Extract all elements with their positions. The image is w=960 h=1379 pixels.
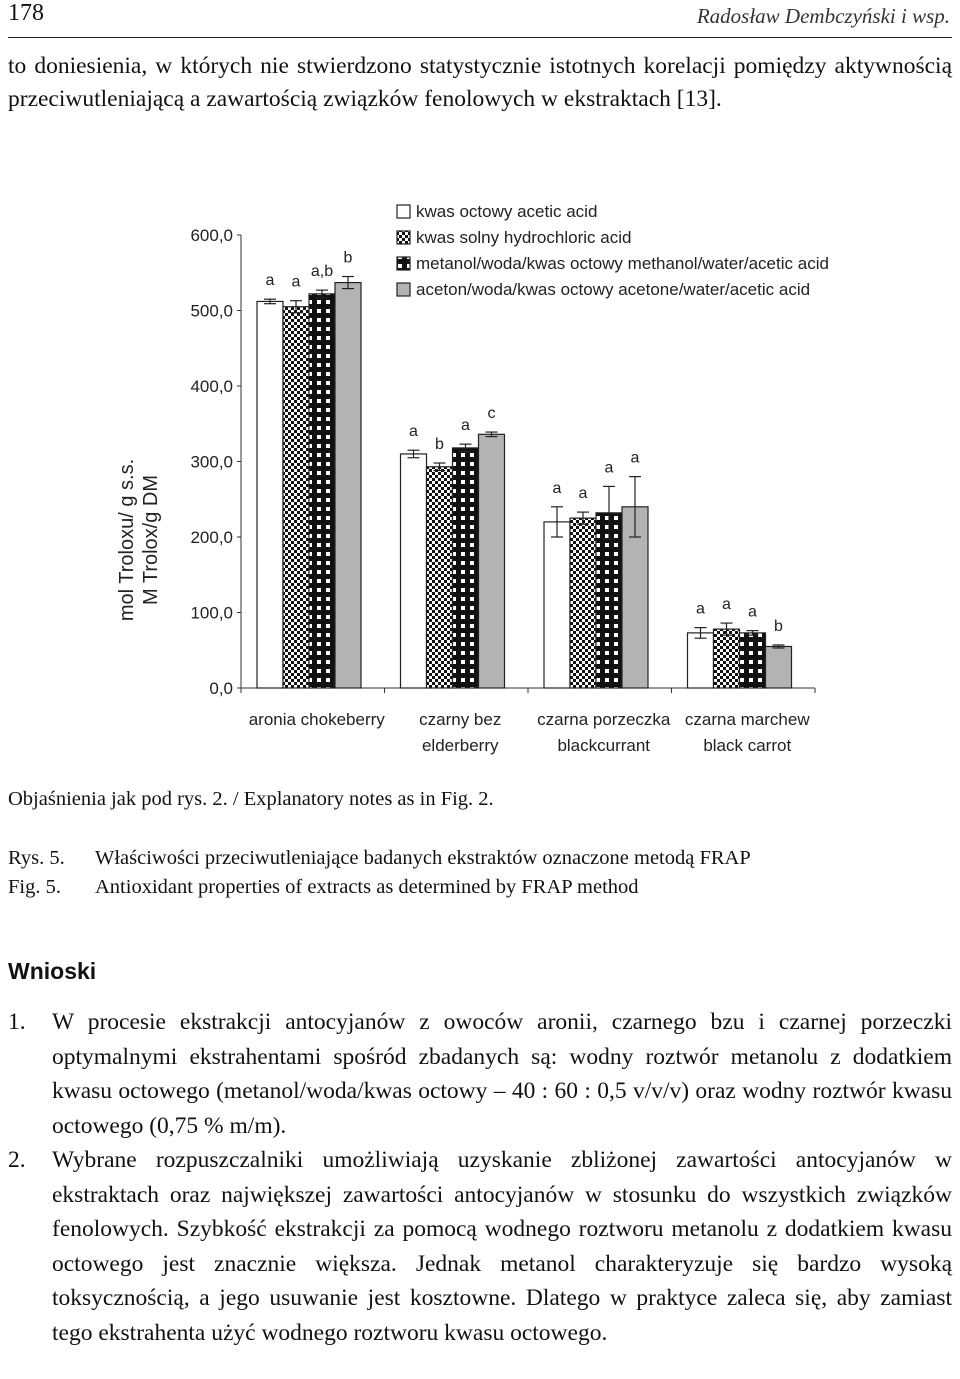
- bar: [335, 283, 361, 688]
- x-axis-labels: [249, 710, 811, 755]
- significance-label: a,b: [310, 263, 334, 281]
- conclusion-number: 1.: [8, 1009, 26, 1035]
- conclusion-item: [8, 1143, 952, 1350]
- x-category-label: blackcurrant: [557, 736, 651, 755]
- legend-label: metanol/woda/kwas octowy methanol/water/acetic acid: [416, 254, 829, 273]
- legend-swatch: [397, 283, 410, 296]
- bar: [714, 629, 740, 688]
- bar: [544, 522, 570, 688]
- legend-swatch: [397, 231, 410, 244]
- bar: [427, 467, 453, 688]
- significance-label: b: [343, 249, 353, 267]
- running-header-author: Radosław Dembczyński i wsp.: [696, 4, 950, 28]
- legend-swatch: [397, 205, 410, 218]
- x-category-label: czarna marchew: [684, 710, 810, 729]
- legend: [397, 202, 829, 299]
- caption-text: Właściwości przeciwutleniające badanych ekstraktów oznaczone metodą FRAP: [95, 847, 751, 869]
- significance-label: a: [578, 485, 588, 503]
- header-rule: [8, 37, 952, 38]
- significance-label: b: [774, 617, 783, 635]
- x-category-label: elderberry: [421, 736, 499, 755]
- x-category-label: czarna porzeczka: [537, 710, 671, 729]
- significance-label: a: [461, 417, 470, 435]
- y-tick-label: 100,0: [190, 603, 233, 623]
- bar: [283, 307, 309, 688]
- caption-polish: [8, 847, 751, 870]
- conclusion-text: W procesie ekstrakcji antocyjanów z owoców aronii, czarnego bzu i czarnej porzeczki optymalnymi ekstrahentami spośród zbadanych są: wodny roztwór metanolu z dodatkiem kwasu octowego (metanol/woda/kwas octowy – 40 : 60 : 0,5 v/v/v) oraz wodny roztwór kwasu octowego (0,75 % m/m).: [52, 1009, 952, 1139]
- significance-label: a: [722, 596, 731, 614]
- bar: [453, 448, 479, 688]
- bar: [309, 294, 335, 688]
- x-category-label: aronia chokeberry: [248, 710, 385, 729]
- significance-label: a: [604, 459, 614, 477]
- y-axis-title-line1: mol Troloxu/ g s.s.: [116, 458, 138, 622]
- bar: [570, 518, 596, 688]
- significance-label: a: [265, 272, 275, 290]
- significance-label: a: [630, 449, 640, 467]
- y-tick-label: 200,0: [190, 528, 233, 547]
- legend-label: aceton/woda/kwas octowy acetone/water/acetic acid: [416, 280, 811, 299]
- section-title: Wnioski: [8, 958, 97, 984]
- caption-label: Fig. 5.: [8, 876, 61, 898]
- legend-label: kwas solny hydrochloric acid: [416, 228, 632, 247]
- bars: [257, 250, 792, 688]
- bar: [479, 434, 505, 688]
- caption-label: Rys. 5.: [8, 847, 65, 869]
- bar: [766, 646, 792, 688]
- intro-paragraph: [8, 50, 952, 116]
- page-number: 178: [8, 0, 44, 26]
- figure-note: Objaśnienia jak pod rys. 2. / Explanatory notes as in Fig. 2.: [8, 788, 494, 810]
- conclusion-item: [8, 1005, 952, 1143]
- y-tick-label: 600,0: [190, 226, 233, 245]
- significance-label: b: [435, 436, 444, 454]
- legend-swatch: [397, 257, 410, 270]
- bar: [257, 301, 283, 688]
- caption-text: Antioxidant properties of extracts as determined by FRAP method: [95, 876, 639, 898]
- intro-text: to doniesienia, w których nie stwierdzono statystycznie istotnych korelacji pomiędzy aktywnością przeciwutleniającą a zawartością związków fenolowych w ekstraktach [13].: [8, 53, 952, 112]
- caption-english: [8, 876, 639, 899]
- significance-label: c: [487, 405, 496, 423]
- y-tick-label: 500,0: [190, 301, 233, 321]
- bar: [740, 633, 766, 688]
- significance-label: a: [552, 479, 562, 497]
- y-tick-label: 300,0: [190, 452, 233, 472]
- bar: [688, 633, 714, 688]
- x-category-label: black carrot: [703, 736, 792, 755]
- y-tick-label: 0,0: [209, 679, 233, 698]
- legend-label: kwas octowy acetic acid: [416, 202, 598, 221]
- significance-label: a: [409, 423, 418, 441]
- conclusion-number: 2.: [8, 1147, 26, 1173]
- significance-label: a: [291, 273, 301, 291]
- significance-label: a: [748, 603, 757, 621]
- significance-label: a: [696, 600, 705, 618]
- x-category-label: czarny bez: [419, 710, 502, 729]
- frap-bar-chart: [0, 190, 960, 770]
- bar: [401, 454, 427, 688]
- conclusion-text: Wybrane rozpuszczalniki umożliwiają uzyskanie zbliżonej zawartości antocyjanów w ekstraktach oraz największej zawartości antocyjanów w stosunku do wszystkich związków fenolowych. Szybkość ekstrakcji za pomocą wodnego roztworu metanolu z dodatkiem kwasu octowego jest znacznie większa. Jednak metanol charakteryzuje się bardzo wysoką toksycznością, a jego usuwanie jest kosztowne. Dlatego w praktyce zaleca się, aby zamiast tego ekstrahenta użyć wodnego roztworu kwasu octowego.: [52, 1147, 952, 1346]
- y-tick-label: 400,0: [190, 377, 233, 396]
- y-axis-title-line2: M Trolox/g DM: [140, 474, 162, 606]
